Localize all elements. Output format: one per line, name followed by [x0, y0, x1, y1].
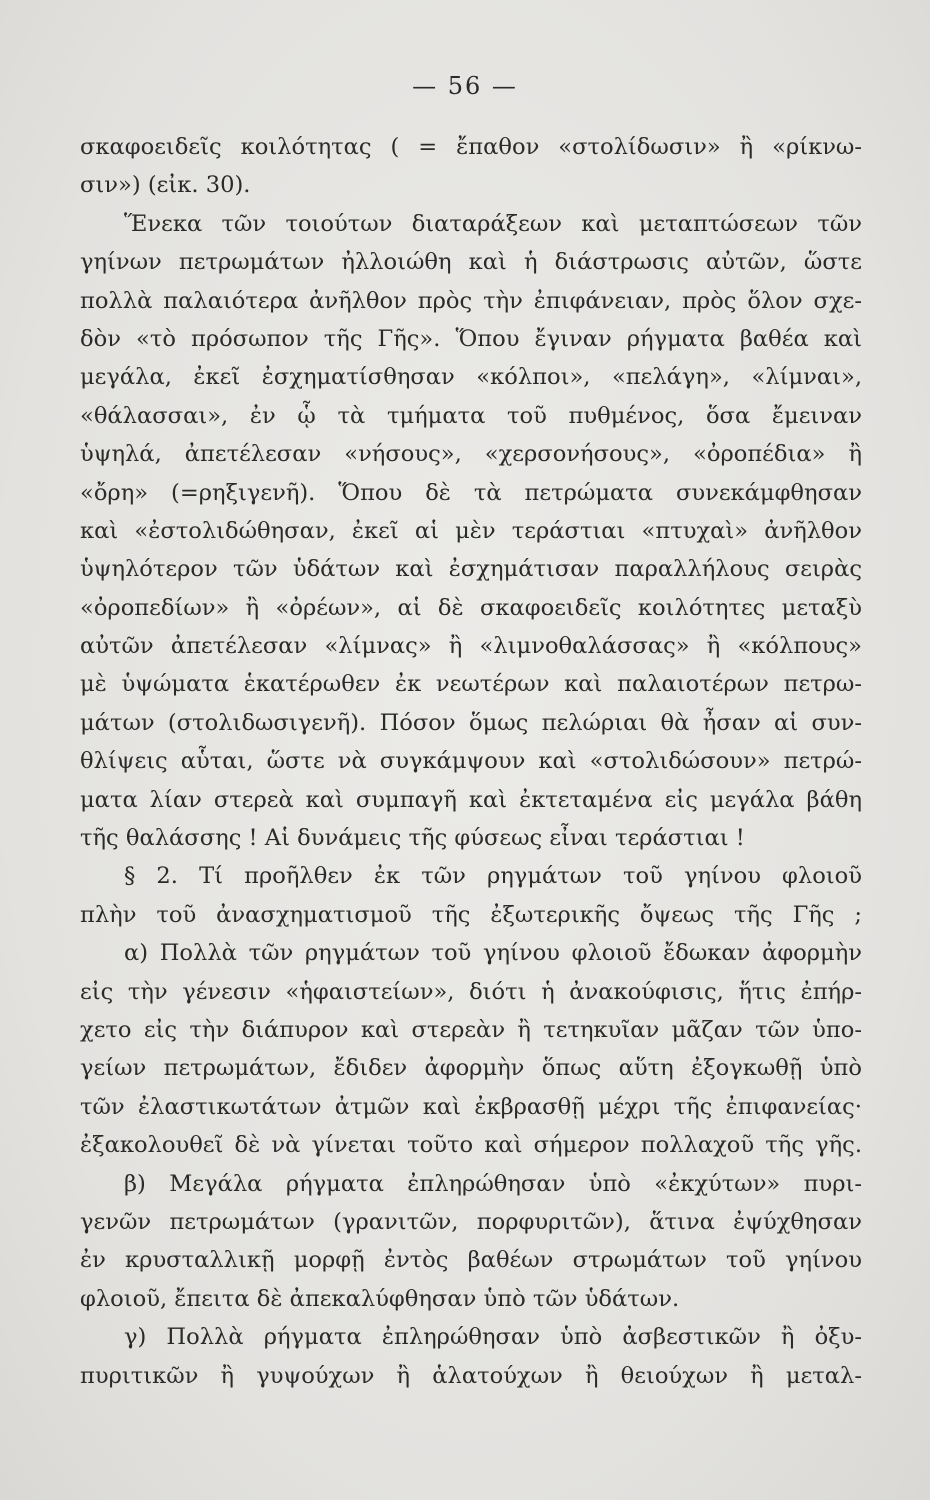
text-line: καὶ «ἐστολιδώθησαν, ἐκεῖ αἱ μὲν τεράστιαι «πτυχαὶ» ἀνῆλθον: [80, 517, 862, 544]
section-heading-line: πλὴν τοῦ ἀνασχηματισμοῦ τῆς ἐξωτερικῆς ὄψεως τῆς Γῆς ;: [80, 901, 862, 928]
text-line: μάτων (στολιδωσιγενῆ). Πόσον ὅμως πελώριαι θὰ ἦσαν αἱ συν-: [80, 709, 862, 736]
text-line: εἰς τὴν γένεσιν «ἡφαιστείων», διότι ἡ ἀνακούφισις, ἥτις ἐπήρ-: [80, 978, 862, 1005]
text-line: χετο εἰς τὴν διάπυρον καὶ στερεὰν ἢ τετηκυῖαν μᾶζαν τῶν ὑπο-: [80, 1016, 862, 1043]
text-line: ἐν κρυσταλλικῇ μορφῇ ἐντὸς βαθέων στρωμάτων τοῦ γηίνου: [80, 1247, 862, 1274]
body-text: [80, 128, 862, 1395]
text-line: θλίψεις αὗται, ὥστε νὰ συγκάμψουν καὶ «στολιδώσουν» πετρώ-: [80, 748, 862, 775]
text-line: φλοιοῦ, ἔπειτα δὲ ἀπεκαλύφθησαν ὑπὸ τῶν ὑδάτων.: [80, 1285, 680, 1312]
text-line: γείων πετρωμάτων, ἔδιδεν ἀφορμὴν ὅπως αὕτη ἐξογκωθῇ ὑπὸ: [80, 1055, 862, 1082]
text-line: «ὄρη» (=ρηξιγενῆ). Ὅπου δὲ τὰ πετρώματα συνεκάμφθησαν: [80, 479, 862, 506]
text-line: αὐτῶν ἀπετέλεσαν «λίμνας» ἢ «λιμνοθαλάσσας» ἢ «κόλπους»: [80, 633, 862, 660]
text-line: πυριτικῶν ἢ γυψούχων ἢ ἁλατούχων ἢ θειούχων ἢ μεταλ-: [80, 1362, 862, 1389]
text-line: μὲ ὑψώματα ἑκατέρωθεν ἐκ νεωτέρων καὶ παλαιοτέρων πετρω-: [80, 671, 862, 698]
text-line: «θάλασσαι», ἐν ᾧ τὰ τμήματα τοῦ πυθμένος, ὅσα ἔμειναν: [80, 402, 862, 429]
text-line: «ὀροπεδίων» ἢ «ὀρέων», αἱ δὲ σκαφοειδεῖς κοιλότητες μεταξὺ: [80, 594, 862, 621]
text-line: μεγάλα, ἐκεῖ ἐσχηματίσθησαν «κόλποι», «πελάγη», «λίμναι»,: [80, 364, 862, 391]
text-line: γενῶν πετρωμάτων (γρανιτῶν, πορφυριτῶν), ἅτινα ἐψύχθησαν: [80, 1208, 862, 1235]
text-line: ὑψηλά, ἀπετέλεσαν «νήσους», «χερσονήσους», «ὀροπέδια» ἢ: [80, 441, 862, 468]
text-line: γηίνων πετρωμάτων ἠλλοιώθη καὶ ἡ διάστρωσις αὐτῶν, ὥστε: [80, 249, 862, 276]
text-line: τῶν ἐλαστικωτάτων ἀτμῶν καὶ ἐκβρασθῇ μέχρι τῆς ἐπιφανείας·: [80, 1093, 862, 1120]
text-line: ὑψηλότερον τῶν ὑδάτων καὶ ἐσχημάτισαν παραλλήλους σειρὰς: [80, 556, 862, 583]
text-line: σκαφοειδεῖς κοιλότητας ( = ἔπαθον «στολίδωσιν» ἢ «ρίκνω-: [80, 134, 862, 160]
text-line: ἐξακολουθεῖ δὲ νὰ γίνεται τοῦτο καὶ σήμερον πολλαχοῦ τῆς γῆς.: [80, 1132, 862, 1159]
text-line: ματα λίαν στερεὰ καὶ συμπαγῆ καὶ ἐκτεταμένα εἰς μεγάλα βάθη: [80, 786, 862, 813]
text-line: πολλὰ παλαιότερα ἀνῆλθον πρὸς τὴν ἐπιφάνειαν, πρὸς ὅλον σχε-: [80, 287, 862, 314]
text-line: δὸν «τὸ πρόσωπον τῆς Γῆς». Ὅπου ἔγιναν ρήγματα βαθέα καὶ: [80, 325, 862, 352]
section-heading-line: § 2. Τί προῆλθεν ἐκ τῶν ρηγμάτων τοῦ γηίνου φλοιοῦ: [124, 863, 862, 890]
paragraph-start-line: α) Πολλὰ τῶν ρηγμάτων τοῦ γηίνου φλοιοῦ ἔδωκαν ἀφορμὴν: [124, 940, 862, 967]
page-number: — 56 —: [412, 72, 518, 100]
text-line: τῆς θαλάσσης ! Αἱ δυνάμεις τῆς φύσεως εἶναι τεράστιαι !: [80, 825, 745, 852]
paragraph-start-line: β) Μεγάλα ρήγματα ἐπληρώθησαν ὑπὸ «ἐκχύτων» πυρι-: [124, 1170, 862, 1197]
paragraph-start-line: γ) Πολλὰ ρήγματα ἐπληρώθησαν ὑπὸ ἀσβεστικῶν ἢ ὀξυ-: [124, 1324, 862, 1351]
text-line: σιν») (εἰκ. 30).: [80, 172, 251, 199]
paragraph-start-line: Ἕνεκα τῶν τοιούτων διαταράξεων καὶ μεταπτώσεων τῶν: [124, 210, 862, 237]
